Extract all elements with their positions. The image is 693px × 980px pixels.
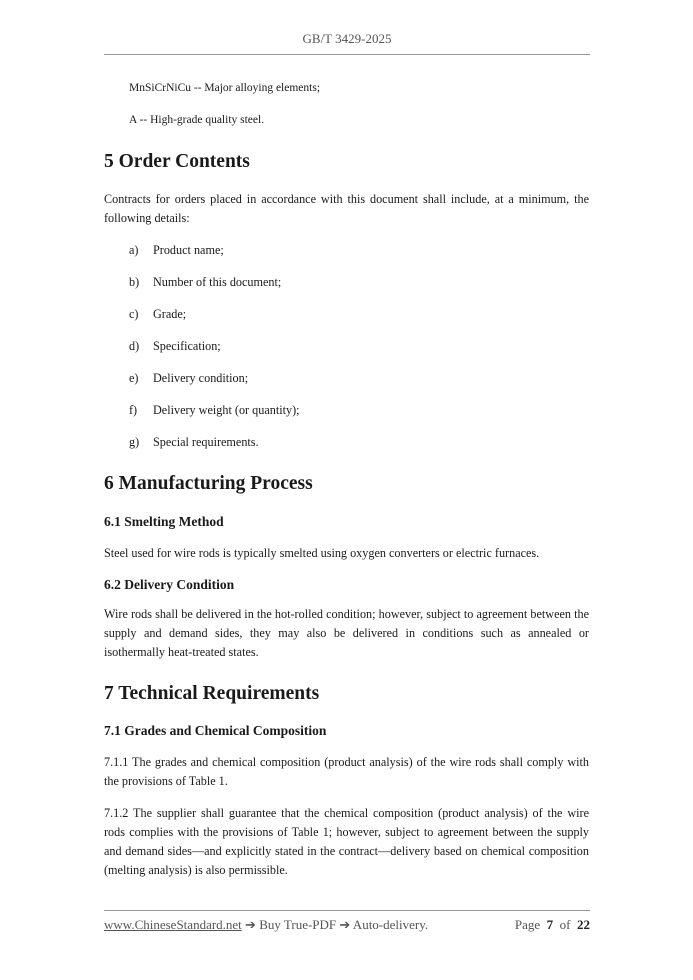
list-item xyxy=(129,433,589,452)
list-marker: b) xyxy=(129,275,140,289)
list-item xyxy=(129,369,589,388)
list-marker: c) xyxy=(129,307,139,321)
section-heading-7: 7 Technical Requirements xyxy=(104,683,320,704)
clause-7-1-1: 7.1.1 The grades and chemical composition (product analysis) of the wire rods shall comply with the provisions of Table 1. xyxy=(104,755,589,788)
section-heading-5: 5 Order Contents xyxy=(104,151,250,172)
list-item-text: Grade; xyxy=(153,307,187,321)
subsection-heading-6-1: 6.1 Smelting Method xyxy=(104,514,224,529)
subsection-heading-6-2: 6.2 Delivery Condition xyxy=(104,577,235,592)
list-item xyxy=(129,305,589,324)
list-marker: e) xyxy=(129,371,139,385)
order-contents-list xyxy=(104,241,589,452)
list-marker: a) xyxy=(129,243,139,257)
footer-divider xyxy=(104,910,590,911)
list-marker: f) xyxy=(129,403,138,417)
subsection-text-6-1: Steel used for wire rods is typically smelted using oxygen converters or electric furnaces. xyxy=(104,546,540,560)
site-link[interactable]: www.ChineseStandard.net xyxy=(104,917,242,932)
list-item xyxy=(129,337,589,356)
page-current: 7 xyxy=(546,917,554,932)
subsection-heading-7-1: 7.1 Grades and Chemical Composition xyxy=(104,723,327,738)
list-marker: d) xyxy=(129,339,140,353)
section-heading-6: 6 Manufacturing Process xyxy=(104,473,313,494)
list-item-text: Special requirements. xyxy=(153,435,259,449)
header-divider xyxy=(104,54,590,55)
subsection-text-6-2: Wire rods shall be delivered in the hot-rolled condition; however, subject to agreement between the supply and demand sides, they may also be delivered in conditions such as annealed or isothermally heat-treated states. xyxy=(104,607,589,659)
list-item-text: Delivery condition; xyxy=(153,371,249,385)
list-item xyxy=(129,273,589,292)
list-item xyxy=(129,241,589,260)
list-item-text: Delivery weight (or quantity); xyxy=(153,403,300,417)
legend-item: MnSiCrNiCu -- Major alloying elements; xyxy=(129,82,321,94)
list-item-text: Specification; xyxy=(153,339,221,353)
list-item-text: Number of this document; xyxy=(153,275,282,289)
footer-promo xyxy=(104,917,428,933)
page-footer xyxy=(104,917,590,933)
list-item xyxy=(129,401,589,420)
page-total: 22 xyxy=(577,917,590,932)
list-marker: g) xyxy=(129,435,140,449)
list-item-text: Product name; xyxy=(153,243,224,257)
document-code: GB/T 3429-2025 xyxy=(302,31,392,46)
page-of: of xyxy=(559,917,571,932)
section5-intro: Contracts for orders placed in accordance with this document shall include, at a minimum, the following details: xyxy=(104,192,589,225)
page-header xyxy=(104,31,590,47)
clause-7-1-2: 7.1.2 The supplier shall guarantee that the chemical composition (product analysis) of the wire rods complies with the provisions of Table 1; however, subject to agreement between the supply and demand sides—and explicitly stated in the contract—delivery based on chemical composition (melting analysis) is also permissible. xyxy=(104,806,589,877)
page-content xyxy=(104,76,589,880)
legend-item: A -- High-grade quality steel. xyxy=(129,114,265,126)
promo-text: ➔ Buy True-PDF ➔ Auto-delivery. xyxy=(241,917,429,932)
page-number xyxy=(515,917,590,933)
page-label: Page xyxy=(514,917,541,932)
